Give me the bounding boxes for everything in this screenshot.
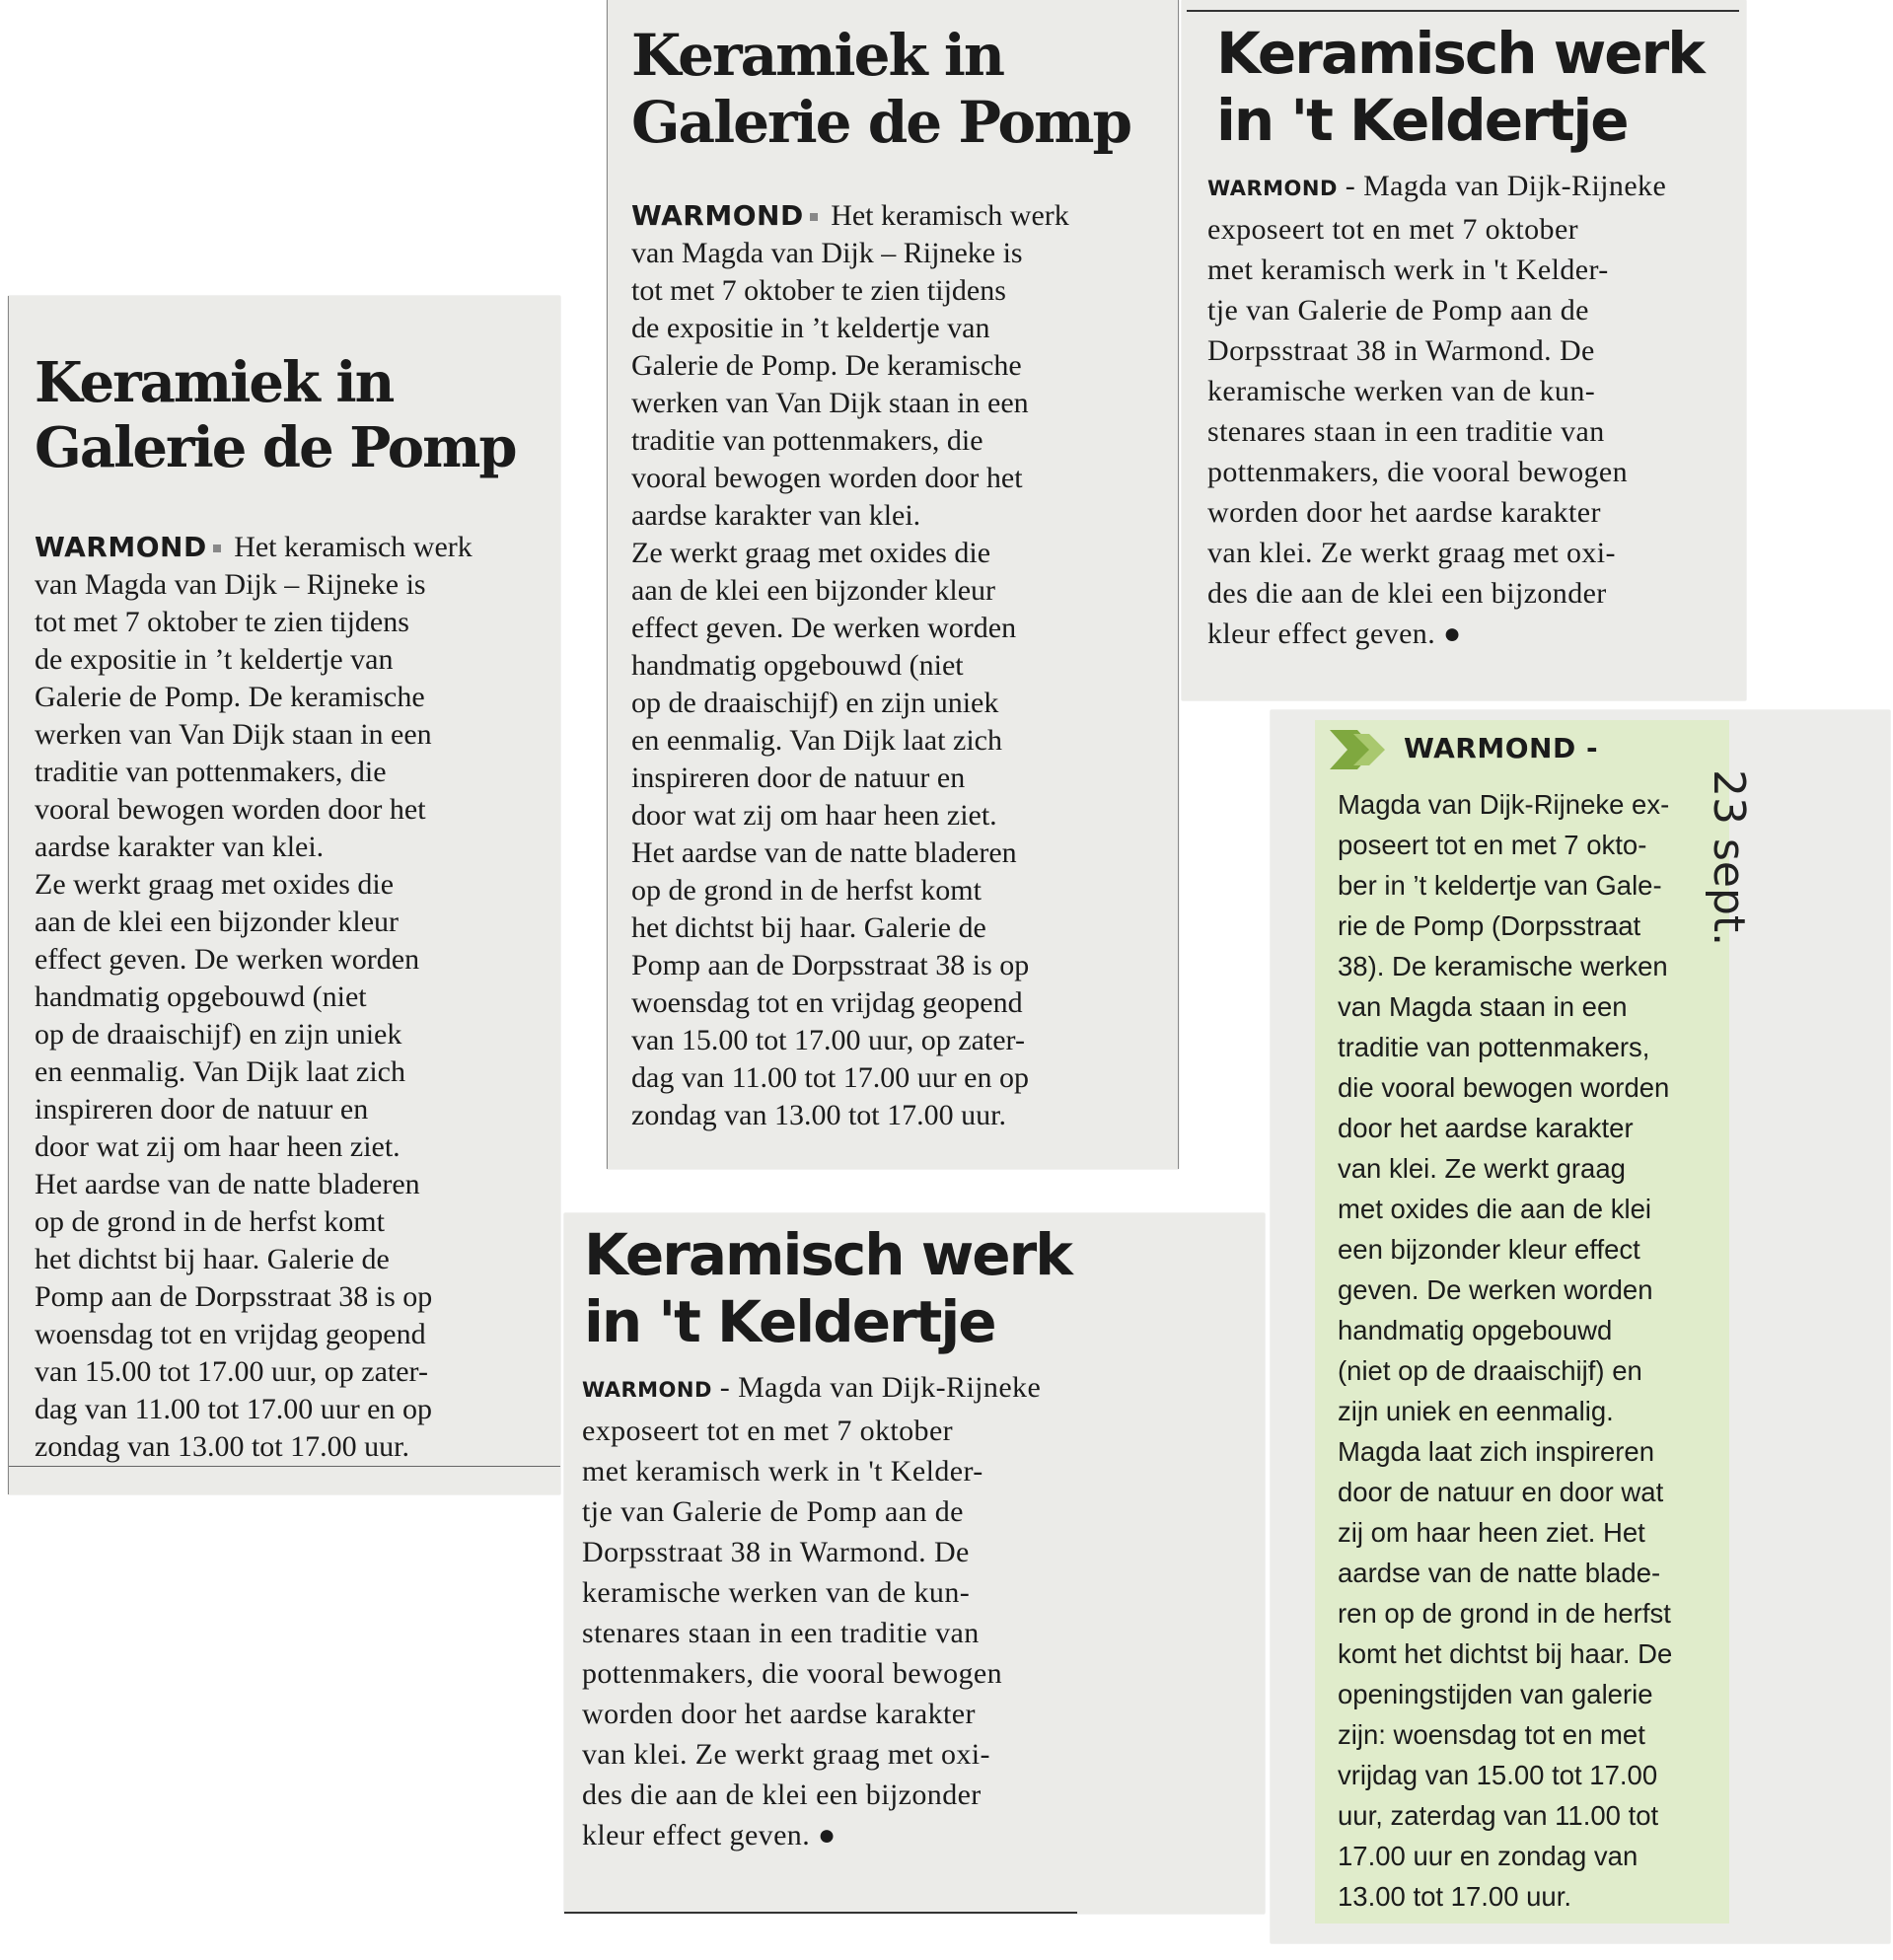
clipping-bottom-middle bbox=[564, 1213, 1265, 1914]
headline bbox=[1216, 20, 1729, 155]
headline-line-1: Keramiek in bbox=[35, 350, 394, 415]
article-text: - Magda van Dijk-Rijneke exposeert tot en met 7 oktober met keramisch werk in 't Kelder- tje van Galerie de Pomp aan de Dorpsstraat 38 in Warmond. De keramische werken van de kun- stenares staan in een traditie van pottenmakers, die vooral bewogen worden door het aardse karakter van klei. Ze werkt graag met oxi- des die aan de klei een bijzonder kleur effect geven. ● bbox=[582, 1371, 1042, 1851]
headline-line-1: Keramisch werk bbox=[584, 1221, 1071, 1288]
article-text: Het keramisch werk van Magda van Dijk – Rijneke is tot met 7 oktober te zien tijdens de expositie in ’t keldertje van Galerie de Pomp. De keramische werken van Van Dijk staan in een traditie van pottenmakers, die vooral bewogen worden door het aardse karakter van klei. Ze werkt graag met oxides die aan de klei een bijzonder kleur effect geven. De werken worden handmatig opgebouwd (niet op de draaischijf) en zijn uniek en eenmalig. Van Dijk laat zich inspireren door de natuur en door wat zij om haar heen ziet. Het aardse van de natte bladeren op de grond in de herfst komt het dichtst bij haar. Galerie de Pomp aan de Dorpsstraat 38 is op woensdag tot en vrijdag geopend van 15.00 tot 17.00 uur, op zater- dag van 11.00 tot 17.00 uur en op zondag van 13.00 tot 17.00 uur. bbox=[35, 531, 473, 1463]
dateline: WARMOND bbox=[35, 531, 207, 563]
clipping-top-right bbox=[1182, 0, 1746, 700]
headline-line-2: Galerie de Pomp bbox=[35, 415, 516, 481]
dateline: WARMOND - bbox=[1404, 732, 1599, 764]
top-rule bbox=[1187, 10, 1739, 12]
headline bbox=[631, 22, 1164, 157]
separator-square-icon bbox=[213, 544, 221, 552]
bottom-rule bbox=[564, 1912, 1077, 1914]
headline bbox=[35, 350, 547, 480]
article-body bbox=[582, 1367, 1125, 1855]
headline-line-2: in 't Keldertje bbox=[1216, 87, 1628, 155]
chevron-right-icon bbox=[1330, 730, 1393, 769]
handwritten-date-note: 23 sept. bbox=[1704, 769, 1754, 947]
dateline: WARMOND bbox=[631, 199, 804, 232]
clipping-top-middle bbox=[607, 0, 1179, 1169]
bottom-rule bbox=[9, 1466, 560, 1467]
article-text: - Magda van Dijk-Rijneke exposeert tot en met 7 oktober met keramisch werk in 't Kelder- tje van Galerie de Pomp aan de Dorpsstraat 38 in Warmond. De keramische werken van de kun- stenares staan in een traditie van pottenmakers, die vooral bewogen worden door het aardse karakter van klei. Ze werkt graag met oxi- des die aan de klei een bijzonder kleur effect geven. ● bbox=[1207, 170, 1667, 650]
clipping-right-green bbox=[1271, 710, 1890, 1943]
article-text: Het keramisch werk van Magda van Dijk – Rijneke is tot met 7 oktober te zien tijdens de expositie in ’t keldertje van Galerie de Pomp. De keramische werken van Van Dijk staan in een traditie van pottenmakers, die vooral bewogen worden door het aardse karakter van klei. Ze werkt graag met oxides die aan de klei een bijzonder kleur effect geven. De werken worden handmatig opgebouwd (niet op de draaischijf) en zijn uniek en eenmalig. Van Dijk laat zich inspireren door de natuur en door wat zij om haar heen ziet. Het aardse van de natte bladeren op de grond in de herfst komt het dichtst bij haar. Galerie de Pomp aan de Dorpsstraat 38 is op woensdag tot en vrijdag geopend van 15.00 tot 17.00 uur, op zater- dag van 11.00 tot 17.00 uur en op zondag van 13.00 tot 17.00 uur. bbox=[631, 199, 1069, 1131]
separator-square-icon bbox=[810, 213, 818, 221]
article-body bbox=[631, 197, 1164, 1134]
dateline: WARMOND bbox=[582, 1378, 712, 1402]
article-body bbox=[35, 529, 557, 1466]
headline-line-2: Galerie de Pomp bbox=[631, 89, 1131, 157]
article-body bbox=[1207, 166, 1748, 654]
dateline: WARMOND bbox=[1207, 177, 1338, 200]
clipping-left bbox=[8, 296, 560, 1494]
headline-line-1: Keramiek in bbox=[631, 22, 1004, 89]
headline-line-2: in 't Keldertje bbox=[584, 1288, 995, 1356]
headline-line-1: Keramisch werk bbox=[1216, 20, 1704, 87]
headline bbox=[584, 1221, 1136, 1356]
article-text: Magda van Dijk-Rijneke ex- poseert tot en met 7 okto- ber in ’t keldertje van Gale- rie de Pomp (Dorpsstraat 38). De keramische werken van Magda staan in een traditie van pottenmakers, die vooral bewogen worden door het aardse karakter van klei. Ze werkt graag met oxides die aan de klei een bijzonder kleur effect geven. De werken worden handmatig opgebouwd (niet op de draaischijf) en zijn uniek en eenmalig. Magda laat zich inspireren door de natuur en door wat zij om haar heen ziet. Het aardse van de natte blade- ren op de grond in de herfst komt het dichtst bij haar. De openingstijden van galerie zijn: woensdag tot en met vrijdag van 15.00 tot 17.00 uur, zaterdag van 11.00 tot 17.00 uur en zondag van 13.00 tot 17.00 uur. bbox=[1338, 789, 1673, 1912]
